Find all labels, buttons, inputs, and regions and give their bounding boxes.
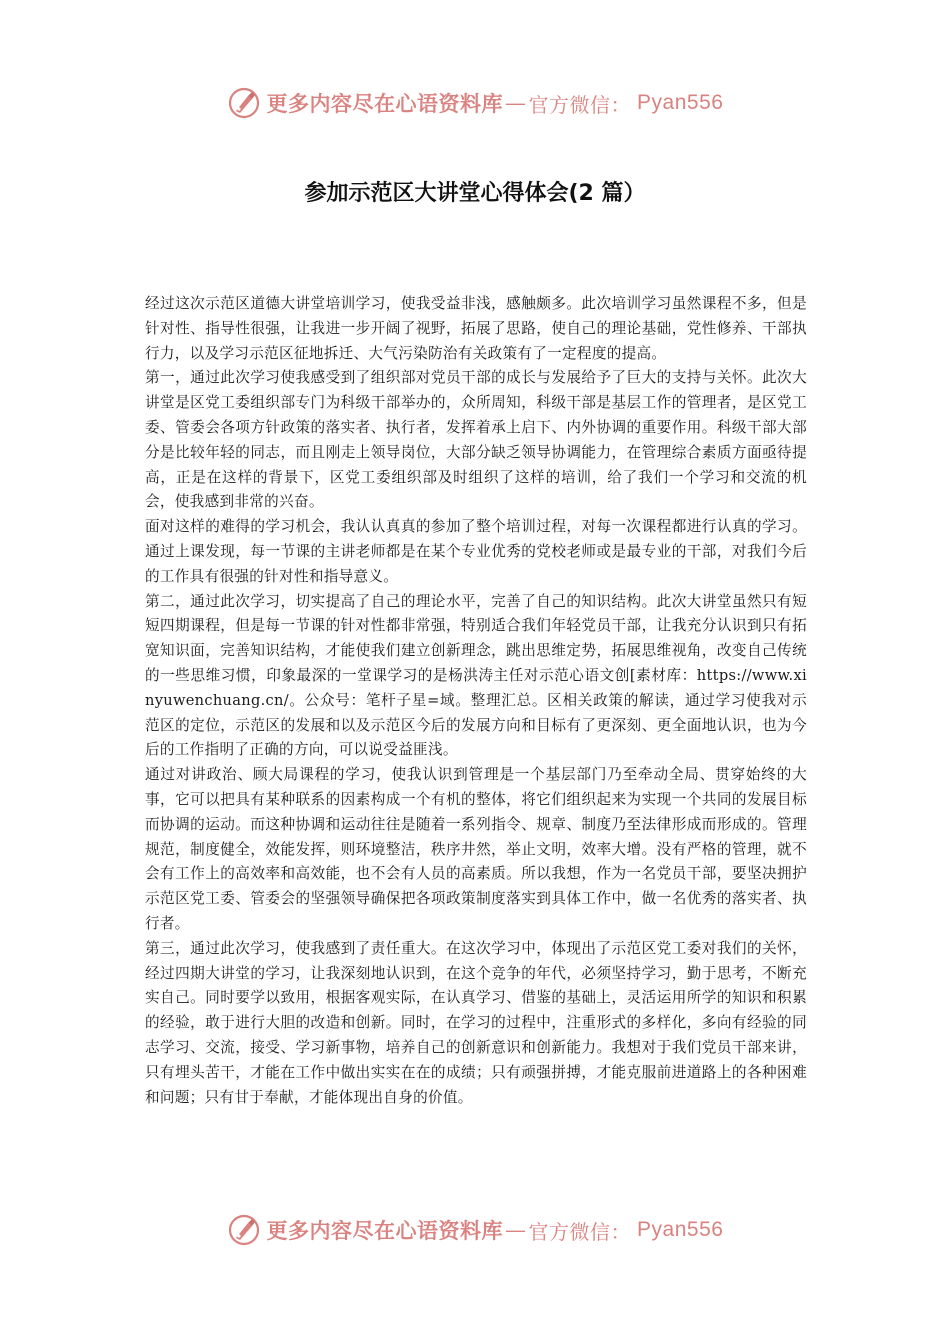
- paragraph: 第二，通过此次学习，切实提高了自己的理论水平，完善了自己的知识结构。此次大讲堂虽然只有短短四期课程，但是每一节课的针对性都非常强，特别适合我们年轻党员干部，让我充分认识到只有拓宽知识面，完善知识结构，才能使我们建立创新理念，跳出思维定势，拓展思维视角，改变自己传统的一些思维习惯，印象最深的一堂课学习的是杨洪涛主任对示范心语文创[素材库：https://www.xinyuwenchuang.cn/。公众号：笔杆子星=域。整理汇总。区相关政策的解读，通过学习使我对示范区的定位，示范区的发展和以及示范区今后的发展方向和目标有了更深刻、更全面地认识，也为今后的工作指明了正确的方向，可以说受益匪浅。: [145, 592, 807, 759]
- paragraph: 经过这次示范区道德大讲堂培训学习，使我受益非浅，感触颇多。此次培训学习虽然课程不多，但是针对性、指导性很强，让我进一步开阔了视野，拓展了思路，使自己的理论基础，党性修养、干部执行力，以及学习示范区征地拆迁、大气污染防治有关政策有了一定程度的提高。: [145, 295, 807, 362]
- banner-wechat-label: 官方微信：: [528, 92, 632, 117]
- paragraph: 第一，通过此次学习使我感受到了组织部对党员干部的成长与发展给予了巨大的支持与关怀。此次大讲堂是区党工委组织部专门为科级干部举办的，众所周知，科级干部是基层工作的管理者，是区党工委、管委会各项方针政策的落实者、执行者，发挥着承上启下、内外协调的重要作用。科级干部大部分是比较年轻的同志，而且刚走上领导岗位，大部分缺乏领导协调能力，在管理综合素质方面亟待提高，正是在这样的背景下，区党工委组织部及时组织了这样的培训，给了我们一个学习和交流的机会，使我感到非常的兴奋。: [145, 369, 807, 511]
- paragraph: 通过对讲政治、顾大局课程的学习，使我认识到管理是一个基层部门乃至牵动全局、贯穿始终的大事，它可以把具有某种联系的因素构成一个有机的整体，将它们组织起来为实现一个共同的发展目标而协调的运动。而这种协调和运动往往是随着一系列指令、规章、制度乃至法律形成而形成的。管理规范，制度健全，效能发挥，则环境整洁，秩序井然，举止文明，效率大增。没有严格的管理，就不会有工作上的高效率和高效能，也不会有人员的高素质。所以我想，作为一名党员干部，要坚决拥护示范区党工委、管委会的坚强领导确保把各项政策制度落实到具体工作中，做一名优秀的落实者、执行者。: [145, 766, 807, 932]
- document-title: 参加示范区大讲堂心得体会(2 篇）: [304, 181, 646, 206]
- banner-separator: —: [505, 1218, 527, 1242]
- header-banner: [0, 83, 950, 123]
- banner-wechat-id: Pyan556: [637, 91, 724, 114]
- pen-nib-icon: [227, 1213, 261, 1247]
- banner-wechat-label: 官方微信：: [528, 1219, 632, 1244]
- banner-wechat-id: Pyan556: [637, 1218, 724, 1241]
- paragraph: 面对这样的难得的学习机会，我认认真真的参加了整个培训过程，对每一次课程都进行认真的学习。通过上课发现，每一节课的主讲老师都是在某个专业优秀的党校老师或是最专业的干部，对我们今后的工作具有很强的针对性和指导意义。: [145, 518, 807, 585]
- document-body: [145, 292, 807, 1110]
- banner-separator: —: [505, 91, 527, 115]
- paragraph: 第三，通过此次学习，使我感到了责任重大。在这次学习中，体现出了示范区党工委对我们的关怀，经过四期大讲堂的学习，让我深刻地认识到，在这个竞争的年代，必须坚持学习，勤于思考，不断充实自己。同时要学以致用，根据客观实际，在认真学习、借鉴的基础上，灵活运用所学的知识和积累的经验，敢于进行大胆的改造和创新。同时，在学习的过程中，注重形式的多样化，多向有经验的同志学习、交流，接受、学习新事物，培养自己的创新意识和创新能力。我想对于我们党员干部来讲，只有埋头苦干，才能在工作中做出实实在在的成绩；只有顽强拼搏，才能克服前进道路上的各种困难和问题；只有甘于奉献，才能体现出自身的价值。: [145, 939, 807, 1106]
- banner-brand-text: 更多内容尽在心语资料库: [266, 91, 504, 116]
- pen-nib-icon: [227, 86, 261, 120]
- footer-banner: [0, 1210, 950, 1250]
- banner-brand-text: 更多内容尽在心语资料库: [266, 1218, 504, 1243]
